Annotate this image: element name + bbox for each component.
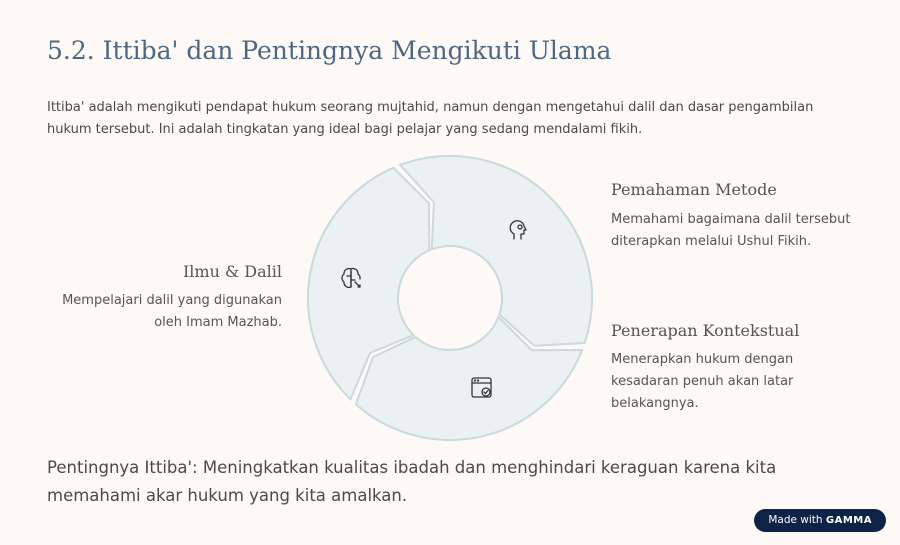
intro-paragraph: Ittiba' adalah mengikuti pendapat hukum seorang mujtahid, namun dengan mengetahui dalil dan dasar pengambilan hukum tersebut. Ini adalah tingkatan yang ideal bagi pelajar yang sedang mendalami fikih. <box>47 100 814 137</box>
badge-prefix: Made with <box>768 514 823 526</box>
badge-brand: GAMMA <box>825 515 872 526</box>
made-with-badge[interactable] <box>754 509 886 532</box>
segment-heading-ilmu: Ilmu & Dalil <box>182 262 282 281</box>
segment-text-pemahaman: Memahami bagaimana dalil tersebut diterapkan melalui Ushul Fikih. <box>611 212 851 249</box>
cycle-diagram <box>305 153 595 443</box>
segment-text-penerapan: Menerapkan hukum dengan kesadaran penuh akan latar belakangnya. <box>611 352 794 411</box>
segment-text-ilmu: Mempelajari dalil yang digunakan oleh Imam Mazhab. <box>62 293 282 330</box>
segment-heading-pemahaman: Pemahaman Metode <box>611 180 777 199</box>
slide-title: 5.2. Ittiba' dan Pentingnya Mengikuti Ulama <box>47 36 612 65</box>
footer-note: Pentingnya Ittiba': Meningkatkan kualitas ibadah dan menghindari keraguan karena kita memahami akar hukum yang kita amalkan. <box>47 458 777 505</box>
segment-heading-penerapan: Penerapan Kontekstual <box>611 321 800 340</box>
